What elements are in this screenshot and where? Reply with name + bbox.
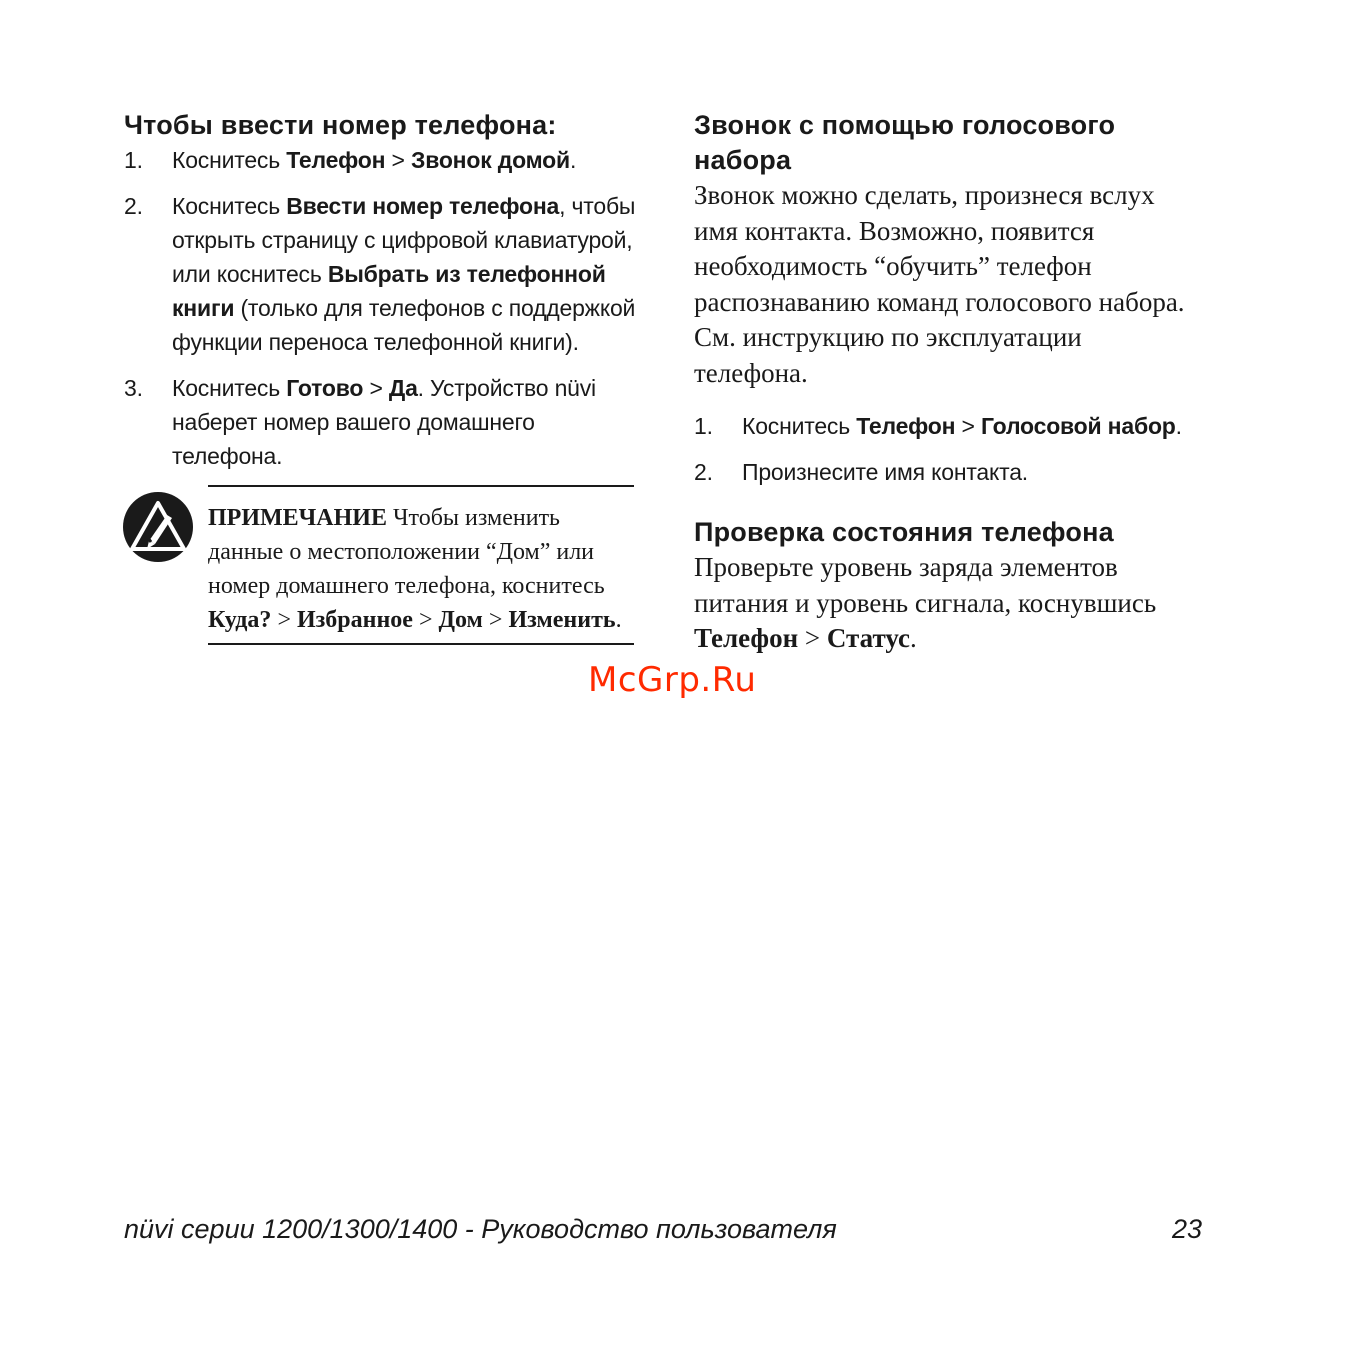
note-text: ПРИМЕЧАНИЕ Чтобы изменить данные о местоположении “Дом” или номер домашнего телефона, коснитесь Куда? > Избранное > Дом > Изменить. [208,505,622,633]
left-column [124,108,636,645]
section-heading-enter-number: Чтобы ввести номер телефона: [124,110,557,140]
list-item: 1. Коснитесь Телефон > Голосовой набор. [694,413,1182,439]
section-heading-voice-dial: Звонок с помощью голосового набора [694,110,1116,175]
list-item: 2. Коснитесь Ввести номер телефона, чтобы открыть страницу с цифровой клавиатурой, или коснитесь Выбрать из телефонной книги (только для телефонов с поддержкой функции переноса телефонной книги). [124,193,636,355]
voice-dial-body: Звонок можно сделать, произнеся вслух имя контакта. Возможно, появится необходимость “обучить” телефон распознаванию команд голосового набора. См. инструкцию по эксплуатации телефона. [694,180,1185,388]
section-heading-phone-status: Проверка состояния телефона [694,517,1114,547]
phone-status-body: Проверьте уровень заряда элементов питания и уровень сигнала, коснувшись Телефон > Статус. [694,552,1157,653]
enter-number-steps [124,143,636,473]
page-number: 23 [1172,1214,1203,1244]
right-column [694,108,1274,657]
note-box [208,485,634,645]
list-item: 1. Коснитесь Телефон > Звонок домой. [124,147,577,173]
voice-dial-steps [694,409,1274,489]
list-item: 2. Произнесите имя контакта. [694,459,1028,485]
note-pencil-icon [122,491,194,563]
list-item: 3. Коснитесь Готово > Да. Устройство nüvi наберет номер вашего домашнего телефона. [124,375,596,469]
watermark: McGrp.Ru [588,660,757,700]
footer-title: nüvi серии 1200/1300/1400 - Руководство пользователя [124,1214,837,1244]
